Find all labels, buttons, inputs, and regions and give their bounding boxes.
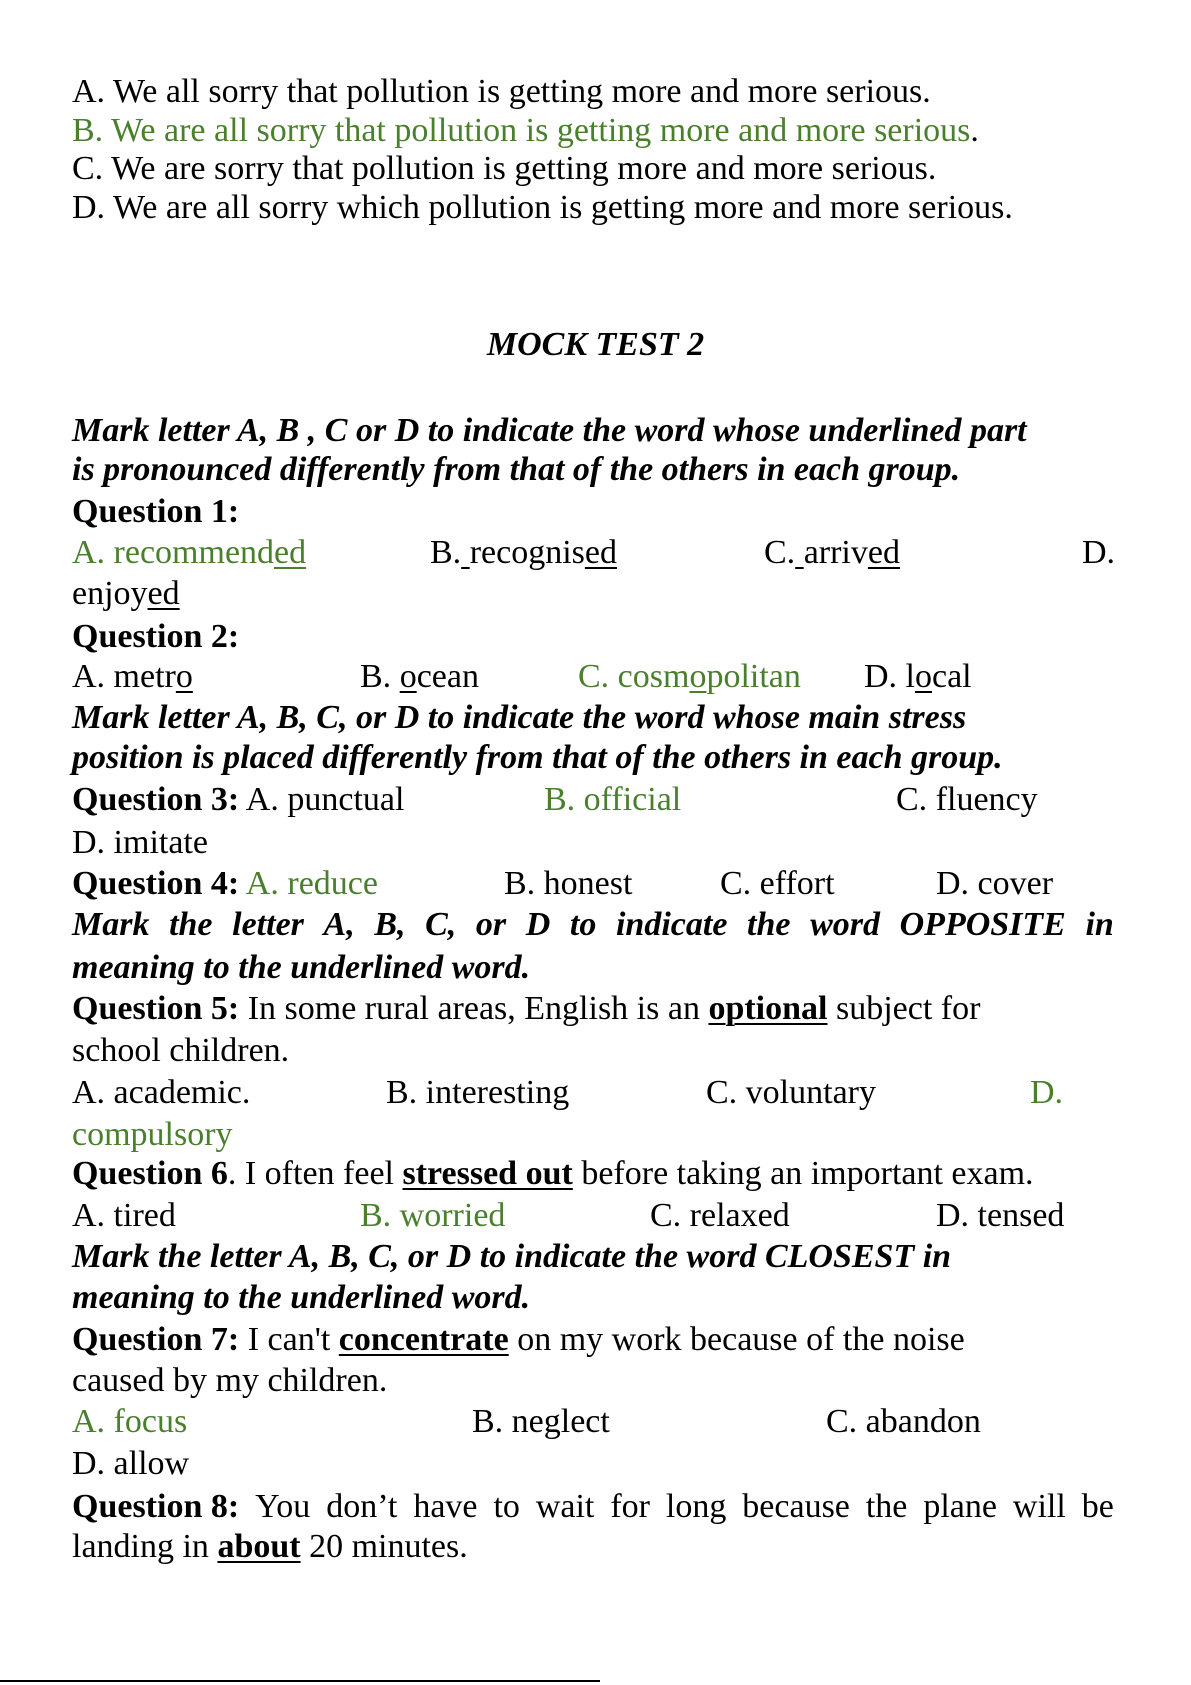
- q7-underlined-word: concentrate: [338, 1321, 509, 1358]
- question-6-label: Question 6: [72, 1155, 228, 1192]
- section3-instruction-line2: meaning to the underlined word.: [72, 949, 531, 986]
- footer-divider: [0, 1680, 600, 1682]
- question-7-stem: Question 7: I can't concentrate on my work because of the noise: [72, 1321, 965, 1358]
- question-3-label: Question 3:: [72, 781, 240, 818]
- q6-option-a: A. tired: [72, 1197, 176, 1234]
- q5-option-d-word: compulsory: [72, 1116, 233, 1153]
- q6-underlined-word: stressed out: [402, 1155, 573, 1192]
- section1-instruction-line2: is pronounced differently from that of the others in each group.: [72, 451, 961, 488]
- q1-option-b: B. recognised: [430, 534, 617, 571]
- q6-option-b: B. worried: [360, 1197, 506, 1234]
- q4-option-a: A. reduce: [239, 865, 378, 902]
- q7-option-d: D. allow: [72, 1445, 190, 1482]
- page-title: MOCK TEST 2: [486, 326, 705, 363]
- q1-option-c: C. arrived: [764, 534, 900, 571]
- question-5-stem: Question 5: In some rural areas, English is an optional subject for: [72, 990, 981, 1027]
- section4-instruction-line2: meaning to the underlined word.: [72, 1279, 531, 1316]
- q2-option-c: C. cosmopolitan: [578, 658, 801, 695]
- q2-option-a: A. metro: [72, 658, 193, 695]
- q6-option-c: C. relaxed: [650, 1197, 790, 1234]
- q1-option-d-letter: D.: [1082, 534, 1116, 571]
- option-a-line: [72, 72, 931, 112]
- q3-label-and-a: [72, 780, 404, 820]
- question-7-options: [72, 1402, 1132, 1442]
- question-6-stem: Question 6. I often feel stressed out before taking an important exam.: [72, 1155, 1034, 1192]
- q7-option-a: A. focus: [72, 1403, 188, 1440]
- question-4-label: Question 4:: [72, 865, 240, 902]
- option-c-text: C. We are sorry that pollution is getting more and more serious.: [72, 150, 937, 187]
- q8-underlined-word: about: [217, 1528, 301, 1565]
- section2-instruction-line2: position is placed differently from that of the others in each group.: [72, 739, 1003, 776]
- q1-option-a-underlined: ed: [274, 534, 307, 571]
- question-7-label: Question 7:: [72, 1321, 240, 1358]
- q4-option-d: D. cover: [936, 865, 1054, 902]
- q3-option-a: A. punctual: [239, 781, 405, 818]
- question-8-stem: Question 8: You don’t have to wait for long because the plane will be: [72, 1488, 1114, 1525]
- question-3-line: [72, 780, 1132, 820]
- question-5-stem-line2: school children.: [72, 1032, 290, 1069]
- section2-instruction-line1: Mark letter A, B, C, or D to indicate the word whose main stress: [72, 699, 967, 736]
- q5-option-a: A. academic.: [72, 1074, 251, 1111]
- q5-option-c: C. voluntary: [706, 1074, 876, 1111]
- option-b-period: .: [970, 112, 979, 149]
- q7-option-c: C. abandon: [826, 1403, 981, 1440]
- q4-option-c: C. effort: [720, 865, 835, 902]
- q1-option-d-word: enjoyed: [72, 575, 180, 612]
- option-d-text: D. We are all sorry which pollution is getting more and more serious.: [72, 189, 1013, 226]
- question-6-options: [72, 1196, 1132, 1236]
- q1-option-d-underlined: ed: [147, 575, 180, 612]
- section4-instruction-line1: Mark the letter A, B, C, or D to indicate the word CLOSEST in: [72, 1238, 952, 1275]
- q6-option-d: D. tensed: [936, 1197, 1065, 1234]
- option-d-line: [72, 188, 1013, 228]
- question-2-options: [72, 657, 1132, 697]
- q5-underlined-word: optional: [708, 990, 828, 1027]
- option-a-text: A. We all sorry that pollution is getting more and more serious.: [72, 73, 931, 110]
- question-1-label: Question 1:: [72, 493, 240, 530]
- q2-option-b: B. ocean: [360, 658, 479, 695]
- question-5-label: Question 5:: [72, 990, 240, 1027]
- q1-option-a: A. recommended: [72, 534, 307, 571]
- q7-option-b: B. neglect: [472, 1403, 610, 1440]
- question-7-stem-line2: caused by my children.: [72, 1362, 388, 1399]
- q3-option-c: C. fluency: [896, 781, 1038, 818]
- q1-option-b-underlined: ed: [584, 534, 617, 571]
- section1-instruction-line1: Mark letter A, B , C or D to indicate the word whose underlined part: [72, 412, 1027, 449]
- section3-instruction-line1: Mark the letter A, B, C, or D to indicate the word OPPOSITE in: [72, 906, 1114, 943]
- question-4-line: [72, 864, 1132, 904]
- q4-label-and-a: [72, 864, 378, 904]
- q3-option-b: B. official: [544, 781, 682, 818]
- q5-option-b: B. interesting: [386, 1074, 570, 1111]
- question-1-options: [72, 533, 1132, 573]
- q2-option-d: D. local: [864, 658, 972, 695]
- option-c-line: [72, 149, 936, 189]
- question-8-label: Question 8:: [72, 1488, 240, 1525]
- q5-option-d-letter: D.: [1030, 1074, 1064, 1111]
- question-2-label: Question 2:: [72, 618, 240, 655]
- option-b-line: [72, 111, 979, 151]
- question-5-options: [72, 1073, 1132, 1113]
- q1-option-c-underlined: ed: [867, 534, 900, 571]
- question-8-stem-line2: landing in about 20 minutes.: [72, 1528, 468, 1565]
- q4-option-b: B. honest: [504, 865, 633, 902]
- q3-option-d: D. imitate: [72, 824, 208, 861]
- option-b-text: B. We are all sorry that pollution is getting more and more serious: [72, 112, 971, 149]
